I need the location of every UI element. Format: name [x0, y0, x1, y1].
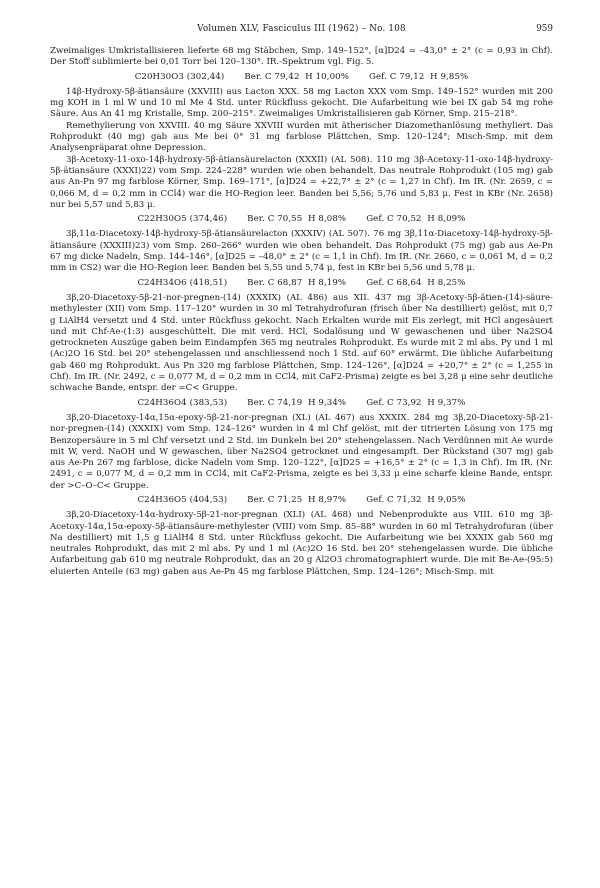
running-header: [50, 24, 553, 38]
elemental-analysis: [50, 278, 553, 289]
paragraph: Zweimaliges Umkristallisieren lieferte 68 mg Stäbchen, Smp. 149–152°, [α]D24 = –43,0° ± 2° (c = 0,93 in Chf). Der Stoff sublimierte bei 0,01 Torr bei 120–130°. IR.-Spektrum vgl. Fig. 5.: [50, 46, 553, 68]
analysis-calculated: Ber. C 74,19 H 9,34%: [247, 397, 347, 408]
elemental-analysis: [50, 72, 553, 83]
analysis-formula: C24H36O4 (383,53): [137, 397, 228, 408]
analysis-formula: C22H30O5 (374,46): [137, 214, 228, 225]
analysis-found: Gef. C 73,92 H 9,37%: [366, 397, 466, 408]
analysis-found: Gef. C 68,64 H 8,25%: [366, 277, 466, 288]
analysis-calculated: Ber. C 79,42 H 10,00%: [244, 71, 349, 82]
analysis-found: Gef. C 70,52 H 8,09%: [366, 214, 466, 225]
elemental-analysis: [50, 495, 553, 506]
elemental-analysis: [50, 398, 553, 409]
page-number: 959: [536, 24, 553, 34]
running-title: Volumen XLV, Fasciculus III (1962) – No. 108: [197, 24, 406, 34]
paragraph: 3β,20-Diacetoxy-14α,15α-epoxy-5β-21-nor-pregnan (XL) (AL 467) aus XXXIX. 284 mg 3β,20-Diacetoxy-5β-21-nor-pregnen-(14) (XXXIX) vom Smp. 124–126° wurden in 4 ml Chf gelöst, mit der titrierten Lösung von 175 mg Benzopersäure in 5 ml Chf versetzt und 2 Std. im Dunkeln bei 20° stehengelassen. Nach Verdünnen mit Ae wurde mit W, verd. NaOH und W gewaschen, über Na2SO4 getrocknet und eingesampft. Der Rückstand (307 mg) gab aus Ae-Pn 267 mg farblose, dicke Nadeln vom Smp. 120–122°, [α]D25 = +16,5° ± 2° (c = 1,3 in Chf). Im IR. (Nr. 2491, c = 0,077 M, d = 0,2 mm in CCl4, mit CaF2-Prisma, zeigte es bei 3,33 μ eine scharfe kleine Bande, entspr. der >C–O–C< Gruppe.: [50, 412, 553, 491]
analysis-found: Gef. C 71,32 H 9,05%: [366, 494, 466, 505]
analysis-calculated: Ber. C 68,87 H 8,19%: [247, 277, 347, 288]
analysis-formula: C24H36O5 (404,53): [137, 494, 228, 505]
analysis-found: Gef. C 79,12 H 9,85%: [368, 71, 469, 82]
paragraph: 3β,20-Diacetoxy-5β-21-nor-pregnen-(14) (XXXIX) (AL 486) aus XII. 437 mg 3β-Acetoxy-5β-ätien-(14)-säure-methylester (XII) vom Smp. 117–120° wurden in 30 ml Tetrahydrofuran (frisch über Na destilliert) gelöst, mit 0,7 g LiAlH4 versetzt und 4 Std. unter Rückfluss gekocht. Nach Erkalten wurde mit Eis zerlegt, mit HCl angesäuert und mit Chf-Ae-(1:3) ausgeschüttelt. Die mit verd. HCl, Sodalösung und W gewaschenen und über Na2SO4 getrockneten Auszüge gaben beim Eindampfen 365 mg neutrales Rohprodukt. Es wurde mit 2 ml abs. Py und 1 ml (Ac)2O 16 Std. bei 20° stehengelassen und anschliessend noch 1 Std. auf 60° erwärmt. Die übliche Aufarbeitung gab 460 mg Rohprodukt. Aus Pn 320 mg farblose Plättchen, Smp. 124–126°, [α]D24 = +20,7° ± 2° (c = 1,255 in Chf). Im IR. (Nr. 2492, c = 0,077 M, d = 0,2 mm in CCl4, mit CaF2-Prisma) zeigte es bei 3,28 μ eine sehr deutliche schwache Bande, entspr. der =C< Gruppe.: [50, 292, 553, 394]
analysis-calculated: Ber. C 71,25 H 8,97%: [247, 494, 347, 505]
analysis-formula: C20H30O3 (302,44): [134, 71, 225, 82]
paragraph: Remethylierung von XXVIII. 40 mg Säure XXVIII wurden mit ätherischer Diazomethanlösung methyliert. Das Rohprodukt (40 mg) gab aus Me bei 0° 31 mg farblose Plättchen, Smp. 120–124°; Misch-Smp. mit dem Analysenpräparat ohne Depression.: [50, 120, 553, 154]
paragraph: 14β-Hydroxy-5β-ätiansäure (XXVIII) aus Lacton XXX. 58 mg Lacton XXX vom Smp. 149–152° wurden mit 200 mg KOH in 1 ml W und 10 ml Me 4 Std. unter Rückfluss gekocht. Die Aufarbeitung wie bei IX gab 54 mg rohe Säure. Aus An 41 mg Kristalle, Smp. 200–215°. Zweimaliges Umkristallisieren gab Körner, Smp. 215–218°.: [50, 86, 553, 120]
elemental-analysis: [50, 214, 553, 225]
paragraph: 3β-Acetoxy-11-oxo-14β-hydroxy-5β-ätiansäurelacton (XXXII) (AL 508). 110 mg 3β-Acetoxy-11-oxo-14β-hydroxy-5β-ätiansäure (XXXI)22) vom Smp. 224–228° wurden wie oben behandelt. Das neutrale Rohprodukt (105 mg) gab aus An-Pn 97 mg farblose Körner, Smp. 169–171°, [α]D24 = +22,7° ± 2° (c = 1,27 in Chf). Im IR. (Nr. 2659, c = 0,066 M, d = 0,2 mm in CCl4) war die HO-Region leer. Banden bei 5,56; 5,76 und 5,83 μ. Fest in KBr (Nr. 2658) nur bei 5,57 und 5,83 μ.: [50, 154, 553, 210]
paragraph: 3β,11α-Diacetoxy-14β-hydroxy-5β-ätiansäurelacton (XXXIV) (AL 507). 76 mg 3β,11α-Diacetoxy-14β-hydroxy-5β-ätiansäure (XXXIII)23) vom Smp. 260–266° wurden wie oben behandelt. Das Rohprodukt (75 mg) gab aus Ae-Pn 67 mg dicke Nadeln, Smp. 144–146°, [α]D25 = –48,0° ± 2° (c = 1,1 in Chf). Im IR. (Nr. 2660, c = 0,061 M, d = 0,2 mm in CS2) war die HO-Region leer. Banden bei 5,55 und 5,74 μ, fest in KBr bei 5,56 und 5,78 μ.: [50, 229, 553, 274]
paragraph: 3β,20-Diacetoxy-14α-hydroxy-5β-21-nor-pregnan (XLI) (AL 468) und Nebenprodukte aus VIII. 610 mg 3β-Acetoxy-14α,15α-epoxy-5β-ätiansäure-methylester (VIII) vom Smp. 85–88° wurden in 60 ml Tetrahydrofuran (über Na destilliert) mit 1,5 g LiAlH4 8 Std. unter Rückfluss gekocht. Die Aufarbeitung wie bei XXXIX gab 560 mg neutrales Rohprodukt, das mit 2 ml abs. Py und 1 ml (Ac)2O 16 Std. bei 20° stehengelassen wurde. Die übliche Aufarbeitung gab 610 mg neutrale Rohprodukt, das an 20 g Al2O3 chromatographiert wurde. Die mit Be-Ae-(95:5) eluierten Anteile (63 mg) gaben aus Ae-Pn 45 mg farblose Plättchen, Smp. 124–126°; Misch-Smp. mit: [50, 510, 553, 577]
analysis-formula: C24H34O6 (418,51): [137, 277, 228, 288]
analysis-calculated: Ber. C 70,55 H 8,08%: [247, 214, 347, 225]
